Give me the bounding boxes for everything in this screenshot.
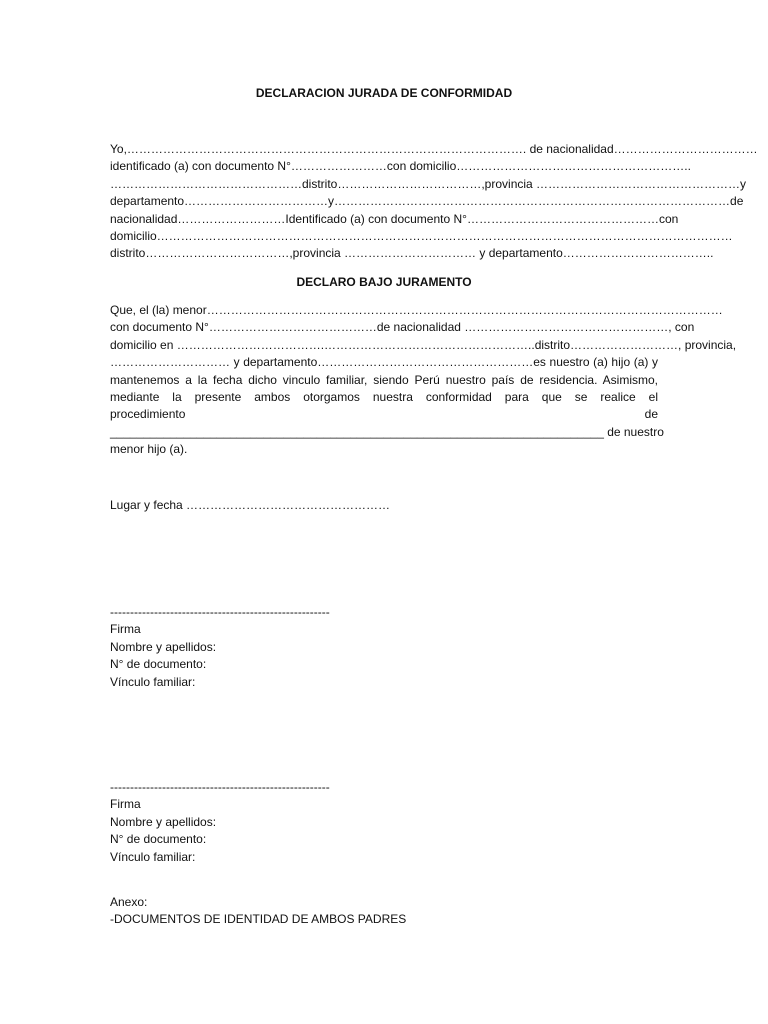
paragraph-line: mediante la presente ambos otorgamos nuestra conformidad para que se realice el bbox=[110, 389, 658, 404]
signature-label: Firma bbox=[110, 622, 141, 637]
annex-section bbox=[110, 894, 406, 929]
name-label: Nombre y apellidos: bbox=[110, 814, 217, 829]
paragraph-line: …………………………………………distrito………………………………,provincia ……………………………………………y bbox=[110, 176, 747, 191]
paragraph-line: procedimiento de bbox=[110, 407, 658, 422]
signature-label: Firma bbox=[110, 797, 141, 812]
place-and-date: Lugar y fecha …………………………………………… bbox=[110, 498, 391, 512]
signature-line: ------------------------------------------------------- bbox=[110, 605, 330, 619]
paragraph-line: Que, el (la) menor………………………………………………………………………………………………………………… bbox=[110, 303, 723, 317]
section-subtitle: DECLARO BAJO JURAMENTO bbox=[296, 275, 472, 289]
signature-line: ------------------------------------------------------- bbox=[110, 780, 330, 794]
signature-block-2 bbox=[110, 779, 410, 866]
paragraph-line: mantenemos a la fecha dicho vinculo familiar, siendo Perú nuestro país de residencia. Asimismo, bbox=[110, 372, 658, 387]
paragraph-line: domicilio en ……………………………….……………………………………………..distrito………………………, provincia, bbox=[110, 337, 737, 352]
paragraph-line: departamento………………………………y………………………………………………………………………………………de bbox=[110, 194, 744, 209]
paragraph-line: domicilio……………………………………………………………………………………………………………………………… bbox=[110, 228, 733, 243]
annex-label: Anexo: bbox=[110, 895, 148, 909]
relation-label: Vínculo familiar: bbox=[110, 849, 196, 864]
relation-label: Vínculo familiar: bbox=[110, 674, 196, 689]
document-title: DECLARACION JURADA DE CONFORMIDAD bbox=[255, 86, 513, 100]
paragraph-line: Yo,………………………………………………………………………………………. de nacionalidad……………………………… bbox=[110, 142, 758, 156]
declarant-paragraph bbox=[110, 141, 758, 263]
paragraph-line: distrito………………………………,provincia …………………………… y departamento……………………………….. bbox=[110, 246, 714, 261]
paragraph-line: ………………………… y departamento………………………………………………es nuestro (a) hijo (a) y bbox=[110, 355, 658, 370]
paragraph-line: menor hijo (a). bbox=[110, 442, 188, 457]
signature-block-1 bbox=[110, 604, 410, 691]
document-page bbox=[110, 0, 758, 1024]
oath-paragraph bbox=[110, 302, 737, 459]
paragraph-line: __________________________________________________________________________ de nuestro bbox=[110, 424, 664, 439]
paragraph-line: nacionalidad………………………Identificado (a) con documento N°…………………………………………con bbox=[110, 211, 679, 226]
annex-item: -DOCUMENTOS DE IDENTIDAD DE AMBOS PADRES bbox=[110, 912, 407, 927]
name-label: Nombre y apellidos: bbox=[110, 639, 217, 654]
document-number-label: N° de documento: bbox=[110, 832, 207, 847]
document-number-label: N° de documento: bbox=[110, 657, 207, 672]
paragraph-line: con documento N°……………………………………de nacionalidad ……………………………………………, con bbox=[110, 320, 695, 335]
paragraph-line: identificado (a) con documento N°……………………con domicilio………………………………………………….. bbox=[110, 159, 691, 174]
